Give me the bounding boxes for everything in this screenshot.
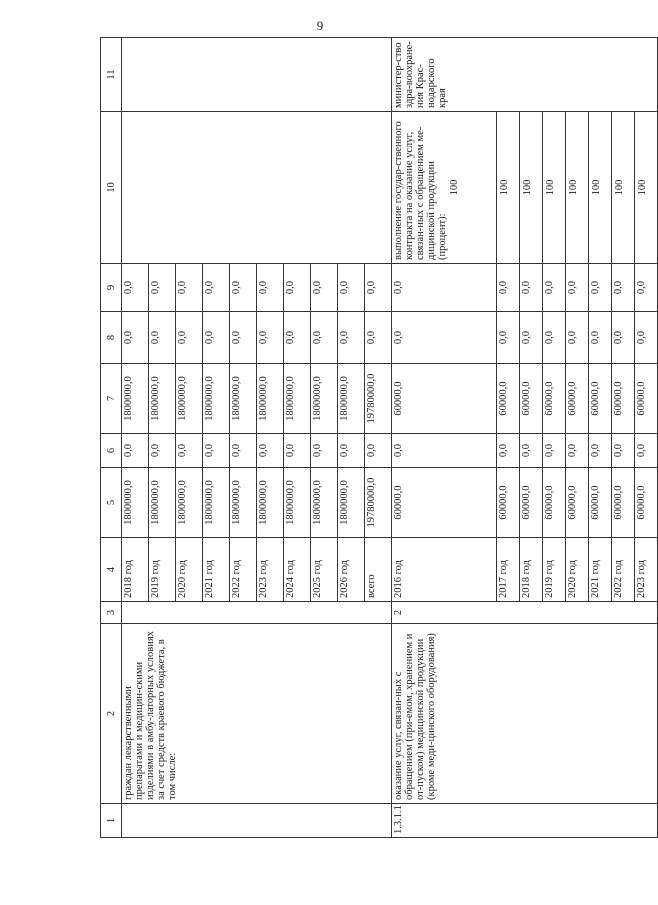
value-cell: 0,0: [203, 434, 230, 468]
value-cell: 0,0: [149, 312, 176, 364]
indicator-value: 100: [449, 179, 460, 196]
executor-cell: министер-ство здра-воохране-ния Крас-нодарского края: [392, 38, 658, 112]
value-cell: 0,0: [520, 312, 543, 364]
value-cell: 0,0: [122, 264, 149, 312]
value-cell: 60000,0: [520, 468, 543, 538]
executor-cell: [122, 38, 392, 112]
table-row: [122, 38, 149, 838]
year-cell: 2026 год: [338, 538, 365, 602]
value-cell: 0,0: [338, 264, 365, 312]
value-cell: 0,0: [230, 264, 257, 312]
value-cell: 0,0: [392, 264, 497, 312]
value-cell: 0,0: [203, 312, 230, 364]
value-cell: 1800000,0: [311, 364, 338, 434]
value-cell: 0,0: [520, 434, 543, 468]
value-cell: 0,0: [257, 264, 284, 312]
value-cell: 1800000,0: [122, 364, 149, 434]
year-cell: 2023 год: [257, 538, 284, 602]
year-cell: 2018 год: [520, 538, 543, 602]
value-cell: 0,0: [543, 434, 566, 468]
event-name-cell: граждан лекарственными препаратами и медицин-скими изделиями в амбу-латорных условиях за счет средств краевого бюджета, в том числе:: [122, 624, 392, 804]
indicator-cell: [635, 112, 658, 264]
year-cell: 2016 год: [392, 538, 497, 602]
value-cell: 0,0: [365, 434, 392, 468]
value-cell: 0,0: [635, 312, 658, 364]
value-cell: 1800000,0: [230, 364, 257, 434]
value-cell: 0,0: [543, 264, 566, 312]
value-cell: 0,0: [566, 434, 589, 468]
value-cell: 60000,0: [635, 364, 658, 434]
value-cell: 0,0: [122, 312, 149, 364]
value-cell: 0,0: [149, 434, 176, 468]
year-cell: 2019 год: [149, 538, 176, 602]
value-cell: 0,0: [392, 312, 497, 364]
indicator-value: 100: [637, 179, 648, 196]
value-cell: 1800000,0: [203, 364, 230, 434]
indicator-value: 100: [499, 179, 510, 196]
value-cell: 0,0: [338, 434, 365, 468]
value-cell: 1800000,0: [311, 468, 338, 538]
indicator-value: 100: [545, 179, 556, 196]
indicator-cell: [543, 112, 566, 264]
header-cell: 3: [101, 602, 122, 624]
year-cell: 2020 год: [566, 538, 589, 602]
value-cell: 0,0: [497, 434, 520, 468]
value-cell: 0,0: [311, 264, 338, 312]
value-cell: 0,0: [635, 434, 658, 468]
value-cell: 0,0: [589, 312, 612, 364]
indicator-cell: [566, 112, 589, 264]
year-cell: 2022 год: [612, 538, 635, 602]
value-cell: 0,0: [149, 264, 176, 312]
value-cell: 0,0: [257, 312, 284, 364]
value-cell: 0,0: [257, 434, 284, 468]
rotated-table-wrapper: [100, 38, 648, 838]
value-cell: 60000,0: [497, 468, 520, 538]
indicator-value: 100: [522, 179, 533, 196]
value-cell: 0,0: [122, 434, 149, 468]
value-cell: 0,0: [338, 312, 365, 364]
value-cell: 1800000,0: [203, 468, 230, 538]
year-cell: 2017 год: [497, 538, 520, 602]
value-cell: 0,0: [176, 264, 203, 312]
value-cell: 1800000,0: [338, 468, 365, 538]
value-cell: 0,0: [284, 434, 311, 468]
header-cell: 2: [101, 624, 122, 804]
year-cell: 2020 год: [176, 538, 203, 602]
value-cell: 1800000,0: [122, 468, 149, 538]
value-cell: 0,0: [365, 312, 392, 364]
program-table: [100, 37, 658, 838]
indicator-value: 100: [568, 179, 579, 196]
value-cell: 1800000,0: [149, 468, 176, 538]
header-cell: 11: [101, 38, 122, 112]
year-cell: 2022 год: [230, 538, 257, 602]
value-cell: 19780000,0: [365, 364, 392, 434]
value-cell: 0,0: [203, 264, 230, 312]
header-cell: 4: [101, 538, 122, 602]
value-cell: 0,0: [520, 264, 543, 312]
value-cell: 1800000,0: [149, 364, 176, 434]
row-number-cell: [122, 804, 392, 838]
indicator-cell: [497, 112, 520, 264]
value-cell: 60000,0: [392, 364, 497, 434]
indicator-text: выполнение государ-ственного контракта на оказание услуг, связан-ных с обращением ме-дицинской продукции (процент):: [393, 121, 448, 260]
status-cell: [122, 602, 392, 624]
table-body: [101, 38, 658, 838]
indicator-cell: [392, 112, 497, 264]
value-cell: 0,0: [612, 434, 635, 468]
value-cell: 60000,0: [520, 364, 543, 434]
value-cell: 0,0: [497, 264, 520, 312]
value-cell: 1800000,0: [176, 468, 203, 538]
value-cell: 60000,0: [612, 364, 635, 434]
value-cell: 0,0: [543, 312, 566, 364]
year-cell: 2021 год: [589, 538, 612, 602]
value-cell: 60000,0: [497, 364, 520, 434]
value-cell: 60000,0: [589, 468, 612, 538]
value-cell: 1800000,0: [338, 364, 365, 434]
value-cell: 1800000,0: [176, 364, 203, 434]
value-cell: 0,0: [392, 434, 497, 468]
value-cell: 60000,0: [543, 468, 566, 538]
year-cell: 2018 год: [122, 538, 149, 602]
value-cell: 0,0: [230, 312, 257, 364]
value-cell: 0,0: [176, 434, 203, 468]
value-cell: 19780000,0: [365, 468, 392, 538]
value-cell: 60000,0: [635, 468, 658, 538]
value-cell: 60000,0: [566, 468, 589, 538]
indicator-cell: [589, 112, 612, 264]
page-number: 9: [316, 18, 324, 33]
header-cell: 8: [101, 312, 122, 364]
header-cell: 6: [101, 434, 122, 468]
header-cell: 10: [101, 112, 122, 264]
year-cell: 2025 год: [311, 538, 338, 602]
value-cell: 1800000,0: [230, 468, 257, 538]
value-cell: 0,0: [589, 264, 612, 312]
indicator-cell: [612, 112, 635, 264]
value-cell: 0,0: [311, 434, 338, 468]
value-cell: 0,0: [612, 264, 635, 312]
header-cell: 1: [101, 804, 122, 838]
value-cell: 1800000,0: [284, 364, 311, 434]
value-cell: 1800000,0: [257, 468, 284, 538]
row-number-cell: 1.3.1.1: [392, 804, 658, 838]
value-cell: 60000,0: [566, 364, 589, 434]
header-cell: 7: [101, 364, 122, 434]
value-cell: 0,0: [284, 312, 311, 364]
year-cell: 2024 год: [284, 538, 311, 602]
year-cell: 2021 год: [203, 538, 230, 602]
header-cell: 5: [101, 468, 122, 538]
indicator-cell: [122, 112, 392, 264]
value-cell: 0,0: [589, 434, 612, 468]
value-cell: 60000,0: [612, 468, 635, 538]
indicator-value: 100: [614, 179, 625, 196]
value-cell: 0,0: [566, 264, 589, 312]
value-cell: 60000,0: [392, 468, 497, 538]
year-cell: 2019 год: [543, 538, 566, 602]
value-cell: 1800000,0: [284, 468, 311, 538]
value-cell: 0,0: [230, 434, 257, 468]
value-cell: 0,0: [284, 264, 311, 312]
value-cell: 0,0: [365, 264, 392, 312]
value-cell: 0,0: [635, 264, 658, 312]
value-cell: 0,0: [497, 312, 520, 364]
value-cell: 60000,0: [543, 364, 566, 434]
value-cell: 0,0: [566, 312, 589, 364]
event-name-cell: оказание услуг, связан-ных с обращением (при-емом, хранением и от-пуском) медицинской продукции (кроме меди-цинского оборудования): [392, 624, 658, 804]
header-row: [101, 38, 122, 838]
status-cell: 2: [392, 602, 658, 624]
indicator-cell: [520, 112, 543, 264]
value-cell: 60000,0: [589, 364, 612, 434]
table-row: [392, 38, 497, 838]
year-cell: 2023 год: [635, 538, 658, 602]
indicator-value: 100: [591, 179, 602, 196]
value-cell: 0,0: [311, 312, 338, 364]
year-cell: всего: [365, 538, 392, 602]
value-cell: 0,0: [612, 312, 635, 364]
header-cell: 9: [101, 264, 122, 312]
value-cell: 0,0: [176, 312, 203, 364]
value-cell: 1800000,0: [257, 364, 284, 434]
